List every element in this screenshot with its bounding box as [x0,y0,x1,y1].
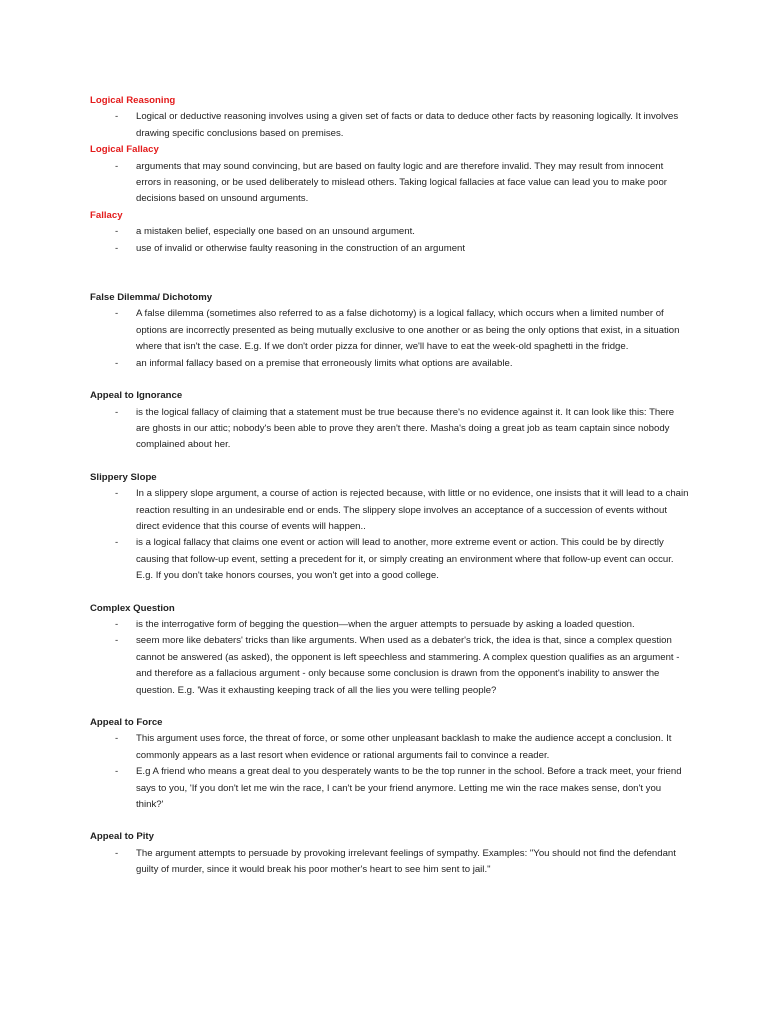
section-logical-fallacy [90,142,690,208]
bullet-list [90,731,690,813]
bullet-dash: - [115,111,119,123]
list-item-text: seem more like debaters' tricks than like arguments. When used as a debater's trick, the idea is that, since a complex question cannot be answered (as asked), the opponent is left speechless and stammering. A complex question qualifies as an argument - and therefore as a fallacious argument - only because some conclusion is drawn from the opponent's inability to answer the question. E.g. 'Was it exhausting keeping track of all the lies you were telling people? [136,635,680,696]
section-false-dilemma [90,290,690,372]
list-item [90,731,690,764]
list-item [90,617,690,633]
list-item [90,109,690,142]
section-fallacy [90,208,690,257]
list-item-text: is the interrogative form of begging the question—when the arguer attempts to persuade by asking a loaded question. [136,618,635,630]
list-item-text: is a logical fallacy that claims one event or action will lead to another, more extreme event or action. This could be by directly causing that follow-up event, setting a precedent for it, or simply creating an environment where that follow-up event can occur. E.g. If you don't take honors courses, you won't get into a good college. [136,537,674,582]
list-item-text: This argument uses force, the threat of force, or some other unpleasant backlash to make the audience accept a conclusion. It commonly appears as a last resort when evidence or rational arguments fail to convince a reader. [136,733,672,761]
section-complex-question [90,601,690,699]
bullet-list [90,109,690,142]
list-item-text: A false dilemma (sometimes also referred to as a false dichotomy) is a logical fallacy, which occurs when a limited number of options are incorrectly presented as being mutually exclusive to one another or as being the only options that exist, in a situation where that isn't the case. E.g. If we don't order pizza for dinner, we'll have to eat the week-old spaghetti in the fridge. [136,308,680,353]
list-item-text: In a slippery slope argument, a course of action is rejected because, with little or no evidence, one insists that it will lead to a chain reaction resulting in an undesirable end or ends. The slippery slope involves an acceptance of a succession of events without direct evidence that this course of events will happen.. [136,488,689,532]
bullet-list [90,617,690,699]
bullet-list [90,306,690,372]
list-item [90,159,690,208]
list-item [90,846,690,879]
bullet-list [90,486,690,584]
list-item [90,535,690,584]
list-item-text: is the logical fallacy of claiming that a statement must be true because there's no evidence against it. It can look like this: There are ghosts in our attic; nobody's been able to prove they aren't there. Masha's doing a great job as team captain since nobody complained about her. [136,406,675,451]
list-item [90,306,690,355]
list-item-text: The argument attempts to persuade by provoking irrelevant feelings of sympathy. Examples: "You should not find the defendant guilty of murder, since it would break his poor mother's heart to see him sent to jail." [136,847,676,876]
bullet-dash: - [115,357,119,369]
section-appeal-to-pity [90,829,690,878]
section-heading: Appeal to Force [90,717,163,728]
list-item [90,356,690,372]
section-heading: False Dilemma/ Dichotomy [90,292,213,304]
list-item [90,764,690,813]
list-item [90,224,690,240]
bullet-dash: - [115,242,119,254]
list-item [90,405,690,454]
bullet-dash: - [115,618,119,630]
section-heading: Appeal to Ignorance [90,390,183,402]
list-item-text: Logical or deductive reasoning involves using a given set of facts or data to deduce other facts by reasoning logically. It involves drawing specific conclusions based on premises. [136,111,679,139]
bullet-dash: - [115,635,119,647]
bullet-dash: - [115,766,119,778]
bullet-dash: - [115,308,119,320]
section-heading: Appeal to Pity [90,831,154,843]
bullet-dash: - [115,406,119,418]
bullet-dash: - [115,537,119,549]
section-slippery-slope [90,470,690,585]
section-appeal-to-force [90,715,690,813]
section-logical-reasoning [90,93,690,142]
section-heading: Fallacy [90,209,123,221]
list-item [90,241,690,257]
document-body [90,93,690,879]
list-item-text: an informal fallacy based on a premise that erroneously limits what options are available. [136,357,513,369]
bullet-list [90,224,690,257]
list-item [90,633,690,699]
bullet-dash: - [115,733,119,745]
bullet-dash: - [115,847,119,859]
list-item-text: use of invalid or otherwise faulty reasoning in the construction of an argument [136,242,466,254]
list-item-text: arguments that may sound convincing, but are based on faulty logic and are therefore invalid. They may result from innocent errors in reasoning, or be used deliberately to mislead others. Taking logical fallacies at face value can lead you to make poor decisions based on unsound arguments. [136,160,667,205]
section-appeal-to-ignorance [90,388,690,454]
bullet-list [90,159,690,208]
bullet-dash: - [115,226,119,238]
section-heading: Logical Fallacy [90,144,159,156]
section-heading: Slippery Slope [90,471,157,483]
list-item-text: E.g A friend who means a great deal to you desperately wants to be the top runner in the school. Before a track meet, your friend says to you, 'If you don't let me win the race, I can't be your friend anymore. Letting me win the race makes sense, don't you think?' [136,766,682,811]
bullet-dash: - [115,488,119,500]
section-heading: Complex Question [90,602,175,614]
list-item [90,486,690,535]
bullet-list [90,846,690,879]
list-item-text: a mistaken belief, especially one based on an unsound argument. [136,226,415,238]
bullet-list [90,405,690,454]
section-heading: Logical Reasoning [90,95,176,106]
bullet-dash: - [115,160,119,172]
